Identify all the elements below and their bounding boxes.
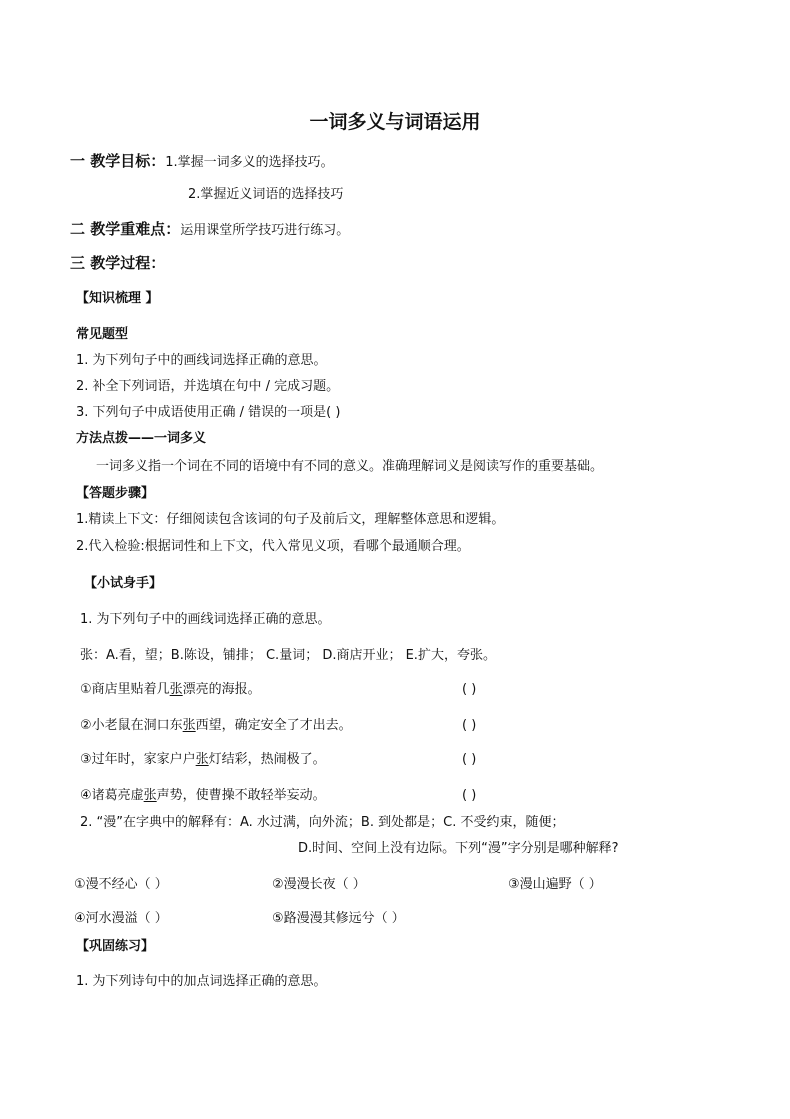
key-points-heading: 二 教学重难点 — [70, 220, 166, 238]
practice-q2-item: ④河水漫溢（ ） — [74, 911, 168, 926]
page-title: 一词多义与词语运用 — [309, 111, 481, 133]
consolidation-heading: 【巩固练习】 — [76, 939, 155, 954]
practice-q2-item: ①漫不经心（ ） — [74, 877, 168, 892]
key-points-line — [70, 220, 349, 240]
common-types-heading: 常见题型 — [76, 327, 129, 342]
practice-q2-line-1: 2. “漫”在字典中的解释有：A. 水过满，向外流；B. 到处都是；C. 不受约束，随便； — [80, 815, 565, 830]
answer-blank[interactable]: ( ) — [462, 682, 477, 697]
process-heading: 三 教学过程： — [70, 254, 166, 272]
common-type-item: 1. 为下列句子中的画线词选择正确的意思。 — [76, 353, 327, 368]
practice-q1-prompt: 1. 为下列句子中的画线词选择正确的意思。 — [80, 612, 331, 627]
sentence-text: ①商店里贴着几 — [80, 682, 170, 697]
sentence-text: ④诸葛亮虚 — [80, 788, 144, 803]
underlined-word: 张 — [169, 682, 183, 697]
objectives-line-1 — [70, 152, 334, 172]
step-item: 1.精读上下文：仔细阅读包含该词的句子及前后文，理解整体意思和逻辑。 — [76, 512, 505, 527]
practice-q2-item: ②漫漫长夜（ ） — [272, 877, 366, 892]
sentence-text: 漂亮的海报。 — [182, 682, 261, 697]
sentence-text: ②小老鼠在洞口东 — [80, 718, 183, 733]
steps-heading: 【答题步骤】 — [76, 486, 155, 501]
method-heading: 方法点拨——一词多义 — [76, 431, 207, 446]
underlined-word: 张 — [195, 752, 209, 767]
practice-sentence — [80, 681, 261, 699]
consolidation-q1: 1. 为下列诗句中的加点词选择正确的意思。 — [76, 974, 327, 989]
objectives-colon: ： — [150, 152, 166, 170]
practice-q1-options: 张：A.看，望；B.陈设，铺排； C.量词； D.商店开业； E.扩大，夸张。 — [80, 648, 496, 663]
sentence-text: ③过年时，家家户户 — [80, 752, 196, 767]
practice-q2-line-2: D.时间、空间上没有边际。下列“漫”字分别是哪种解释? — [298, 841, 619, 856]
answer-blank[interactable]: ( ) — [462, 752, 477, 767]
method-text: 一词多义指一个词在不同的语境中有不同的意义。准确理解词义是阅读写作的重要基础。 — [96, 459, 604, 474]
sentence-text: 声势，使曹操不敢轻举妄动。 — [156, 788, 326, 803]
common-type-item: 3. 下列句子中成语使用正确 / 错误的一项是( ) — [76, 405, 341, 420]
practice-sentence — [80, 717, 352, 735]
objective-item-1: 1.掌握一词多义的选择技巧。 — [165, 155, 334, 170]
practice-heading: 【小试身手】 — [84, 576, 163, 591]
common-type-item: 2. 补全下列词语，并选填在句中 / 完成习题。 — [76, 379, 340, 394]
sentence-text: 灯结彩，热闹极了。 — [208, 752, 326, 767]
objective-item-2: 2.掌握近义词语的选择技巧 — [188, 187, 344, 202]
sentence-text: 西望，确定安全了才出去。 — [195, 718, 352, 733]
practice-q2-item: ③漫山遍野（ ） — [508, 877, 602, 892]
objectives-heading: 一 教学目标 — [70, 152, 151, 170]
practice-sentence — [80, 751, 326, 769]
answer-blank[interactable]: ( ) — [462, 718, 477, 733]
knowledge-heading: 【知识梳理 】 — [76, 291, 159, 306]
step-item: 2.代入检验:根据词性和上下文，代入常见义项，看哪个最通顺合理。 — [76, 539, 470, 554]
key-points-colon: ： — [165, 220, 181, 238]
practice-q2-item: ⑤路漫漫其修远兮（ ） — [272, 911, 405, 926]
practice-sentence — [80, 787, 326, 805]
answer-blank[interactable]: ( ) — [462, 788, 477, 803]
key-points-text: 运用课堂所学技巧进行练习。 — [180, 223, 350, 238]
underlined-word: 张 — [182, 718, 196, 733]
underlined-word: 张 — [143, 788, 157, 803]
